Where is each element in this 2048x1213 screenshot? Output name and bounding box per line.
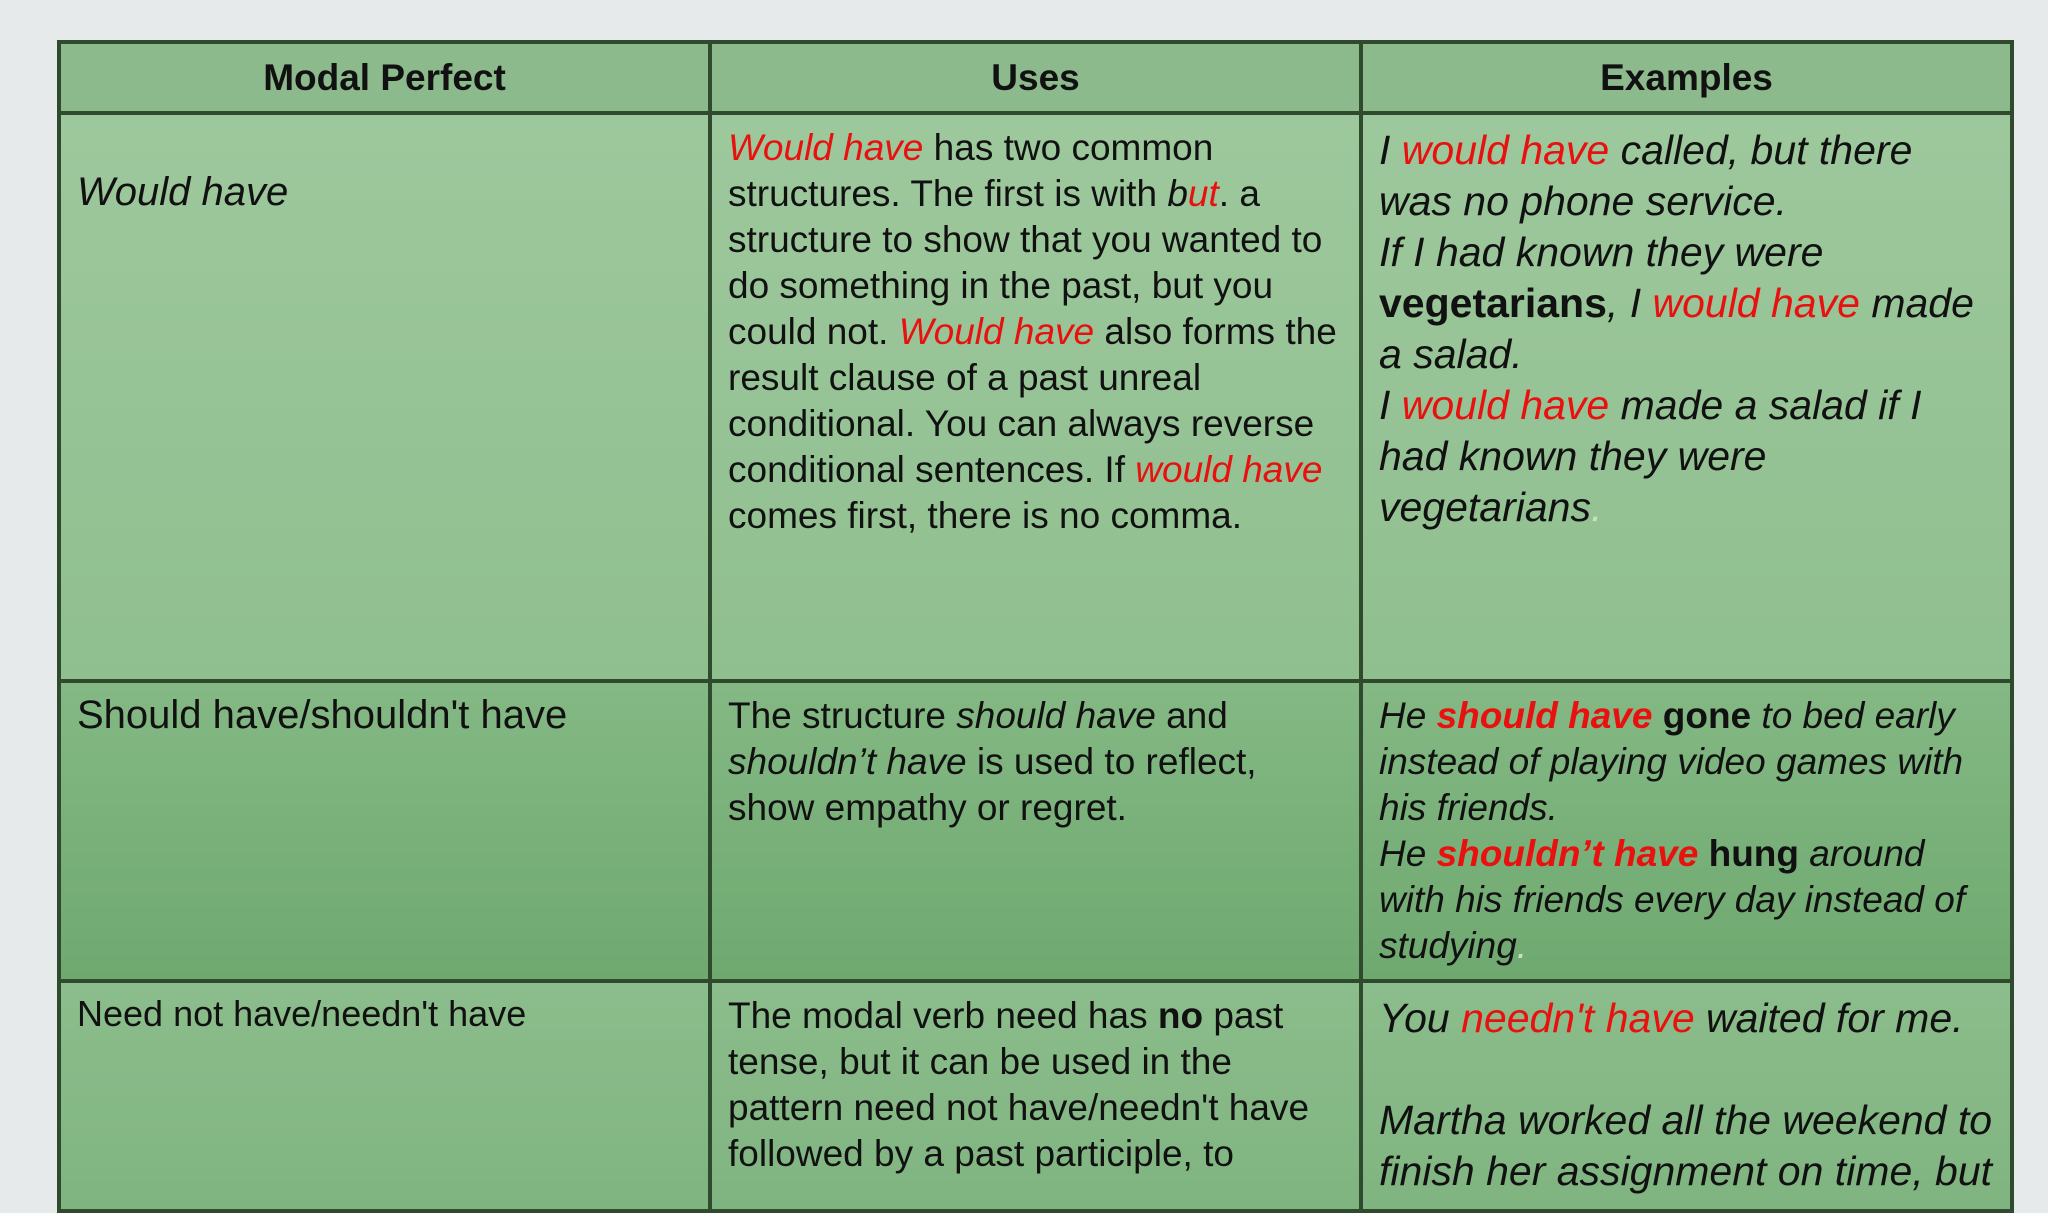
text-run: needn't have (1461, 995, 1695, 1041)
example-line (1379, 227, 1994, 380)
text-run: You (1379, 995, 1462, 1041)
text-run: no (1157, 995, 1204, 1036)
table-row (59, 113, 2012, 681)
text-run: called, but there was no phone service. (1379, 127, 1913, 224)
text-run: hung (1708, 833, 1800, 874)
header-modal-perfect: Modal Perfect (59, 42, 710, 113)
text-run: Would have (728, 127, 924, 168)
uses-cell (710, 681, 1361, 981)
text-run: . a structure to show that you wanted to do something in the past, but you could not. (728, 173, 1323, 352)
text-run: around with his friends every day instead of studying (1379, 833, 1966, 966)
text-run: shouldn’t have (1436, 833, 1699, 874)
text-run: would have (1652, 280, 1860, 326)
table-row (59, 681, 2012, 981)
spacer (1379, 1044, 1994, 1095)
text-run: also forms the result clause of a past unreal conditional. You can always reverse conditional sentences. If (728, 311, 1337, 490)
text-run (1698, 833, 1708, 874)
modal-cell: Should have/shouldn't have (59, 681, 710, 981)
examples-cell (1361, 981, 2012, 1211)
text-run: gone (1662, 695, 1752, 736)
text-run: past tense, but it can be used in the pattern need not have/needn't have followed by a past participle, to (728, 995, 1310, 1174)
modal-cell: Would have (59, 113, 710, 681)
text-run: If I had known they were (1379, 229, 1824, 275)
text-run: comes first, there is no comma. (728, 495, 1243, 536)
uses-cell (710, 981, 1361, 1211)
example-line (1379, 125, 1994, 227)
example-line (1379, 693, 1994, 831)
text-run: , I (1606, 280, 1653, 326)
examples-cell (1361, 681, 2012, 981)
example-line (1379, 993, 1994, 1044)
text-run: to bed early instead of playing video games with his friends. (1379, 695, 1964, 828)
modal-perfect-table (57, 40, 2014, 1213)
modal-cell: Need not have/needn't have (59, 981, 710, 1211)
text-run: . (1516, 925, 1528, 966)
text-run: I (1379, 127, 1402, 173)
text-run: He (1379, 833, 1437, 874)
text-run: should have (1436, 695, 1653, 736)
text-run: ut (1187, 173, 1219, 214)
example-line (1379, 1095, 1994, 1197)
text-run: shouldn’t have (728, 741, 967, 782)
text-run: and (1155, 695, 1228, 736)
text-run: made a salad if I had known they were vegetarians (1379, 382, 1922, 530)
text-run: waited for me. (1694, 995, 1964, 1041)
text-run: Would have (898, 311, 1095, 352)
header-row (59, 42, 2012, 113)
table-row (59, 981, 2012, 1211)
uses-cell (710, 113, 1361, 681)
text-run: He (1379, 695, 1437, 736)
header-uses: Uses (710, 42, 1361, 113)
example-line (1379, 380, 1994, 533)
text-run: would have (1401, 127, 1610, 173)
text-run: b (1167, 173, 1188, 214)
text-run: vegetarians (1379, 280, 1607, 326)
text-run: Martha worked all the weekend to finish her assignment on time, but (1379, 1097, 1993, 1194)
text-run: would have (1401, 382, 1610, 428)
text-run: should have (956, 695, 1156, 736)
examples-cell (1361, 113, 2012, 681)
text-run: is used to reflect, show empathy or regret. (728, 741, 1257, 828)
text-run: The structure (728, 695, 957, 736)
header-examples: Examples (1361, 42, 2012, 113)
text-run: The modal verb need has (728, 995, 1158, 1036)
text-run (1652, 695, 1662, 736)
text-run: I (1379, 382, 1402, 428)
text-run: . (1590, 484, 1603, 530)
text-run: has two common structures. The first is with (728, 127, 1214, 214)
text-run: would have (1135, 449, 1323, 490)
example-line (1379, 831, 1994, 969)
text-run: made a salad. (1379, 280, 1974, 377)
